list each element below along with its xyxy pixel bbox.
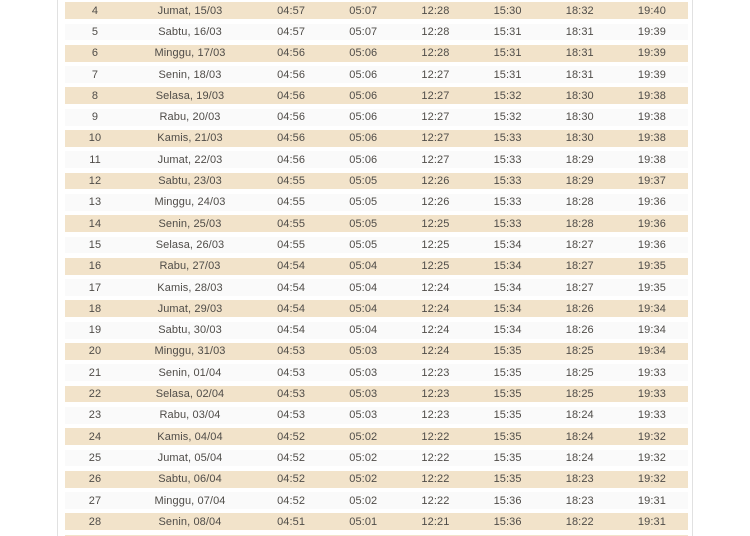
time-cell-2: 05:03 [349, 366, 378, 379]
table-row [65, 447, 688, 468]
time-cell-4: 15:33 [493, 132, 522, 145]
time-cell-4: 15:35 [493, 430, 522, 443]
time-cell-5: 18:32 [565, 4, 594, 17]
table-row [65, 511, 688, 532]
row-number-cell: 7 [91, 68, 99, 81]
time-cell-6: 19:38 [637, 89, 666, 102]
time-cell-1: 04:52 [277, 494, 306, 507]
time-cell-6: 19:38 [637, 132, 666, 145]
time-cell-4: 15:30 [493, 4, 522, 17]
time-cell-3: 12:24 [421, 345, 450, 358]
time-cell-4: 15:32 [493, 89, 522, 102]
time-cell-1: 04:54 [277, 281, 306, 294]
table-row [65, 277, 688, 298]
time-cell-3: 12:27 [421, 111, 450, 124]
time-cell-4: 15:33 [493, 217, 522, 230]
time-cell-6: 19:32 [637, 451, 666, 464]
table-row [65, 128, 688, 149]
time-cell-4: 15:34 [493, 302, 522, 315]
day-date-cell: Senin, 18/03 [158, 68, 222, 81]
time-cell-6: 19:33 [637, 366, 666, 379]
time-cell-4: 15:33 [493, 196, 522, 209]
table-row [65, 341, 688, 362]
day-date-cell: Selasa, 19/03 [155, 89, 225, 102]
time-cell-5: 18:24 [565, 430, 594, 443]
row-number-cell: 12 [88, 175, 102, 188]
time-cell-6: 19:40 [637, 4, 666, 17]
time-cell-1: 04:55 [277, 175, 306, 188]
time-cell-3: 12:23 [421, 409, 450, 422]
table-row [65, 213, 688, 234]
table-row [65, 234, 688, 255]
time-cell-2: 05:06 [349, 111, 378, 124]
time-cell-3: 12:28 [421, 26, 450, 38]
day-date-cell: Sabtu, 30/03 [158, 324, 222, 337]
time-cell-6: 19:36 [637, 196, 666, 209]
day-date-cell: Rabu, 03/04 [159, 409, 221, 422]
row-number-cell: 25 [88, 451, 102, 464]
day-date-cell: Senin, 01/04 [158, 366, 222, 379]
time-cell-1: 04:52 [277, 451, 306, 464]
time-cell-5: 18:27 [565, 238, 594, 251]
time-cell-6: 19:36 [637, 238, 666, 251]
time-cell-2: 05:02 [349, 473, 378, 486]
time-cell-6: 19:37 [637, 175, 666, 188]
time-cell-4: 15:32 [493, 111, 522, 124]
table-row [65, 192, 688, 213]
time-cell-2: 05:02 [349, 430, 378, 443]
row-number-cell: 15 [88, 238, 102, 251]
time-cell-6: 19:33 [637, 388, 666, 401]
time-cell-4: 15:31 [493, 68, 522, 81]
prayer-times-table [65, 0, 688, 536]
time-cell-6: 19:31 [637, 494, 666, 507]
table-row [65, 85, 688, 106]
time-cell-1: 04:56 [277, 89, 306, 102]
row-number-cell: 21 [88, 366, 102, 379]
time-cell-4: 15:31 [493, 47, 522, 60]
day-date-cell: Rabu, 27/03 [159, 260, 221, 273]
time-cell-1: 04:55 [277, 217, 306, 230]
table-row [65, 383, 688, 404]
time-cell-4: 15:36 [493, 494, 522, 507]
time-cell-5: 18:27 [565, 260, 594, 273]
time-cell-2: 05:06 [349, 68, 378, 81]
day-date-cell: Jumat, 22/03 [157, 153, 223, 166]
time-cell-3: 12:25 [421, 238, 450, 251]
time-cell-2: 05:01 [349, 515, 378, 528]
time-cell-5: 18:28 [565, 196, 594, 209]
day-date-cell: Minggu, 17/03 [154, 47, 226, 60]
time-cell-1: 04:51 [277, 515, 306, 528]
time-cell-2: 05:03 [349, 409, 378, 422]
time-cell-1: 04:55 [277, 196, 306, 209]
table-row [65, 106, 688, 127]
time-cell-4: 15:35 [493, 388, 522, 401]
table-row [65, 64, 688, 85]
time-cell-6: 19:33 [637, 409, 666, 422]
time-cell-1: 04:52 [277, 430, 306, 443]
time-cell-3: 12:25 [421, 217, 450, 230]
time-cell-2: 05:06 [349, 47, 378, 60]
table-row [65, 21, 688, 42]
time-cell-3: 12:22 [421, 494, 450, 507]
time-cell-1: 04:56 [277, 68, 306, 81]
table-row [65, 170, 688, 191]
time-cell-3: 12:24 [421, 324, 450, 337]
time-cell-4: 15:35 [493, 366, 522, 379]
partial-next-row [65, 532, 688, 536]
day-date-cell: Rabu, 20/03 [159, 111, 221, 124]
time-cell-3: 12:27 [421, 153, 450, 166]
time-cell-5: 18:30 [565, 111, 594, 124]
row-number-cell: 10 [88, 132, 102, 145]
time-cell-6: 19:32 [637, 430, 666, 443]
time-cell-4: 15:35 [493, 451, 522, 464]
time-cell-2: 05:04 [349, 281, 378, 294]
time-cell-5: 18:31 [565, 26, 594, 38]
table-row [65, 469, 688, 490]
time-cell-2: 05:03 [349, 345, 378, 358]
row-number-cell: 26 [88, 473, 102, 486]
time-cell-5: 18:29 [565, 175, 594, 188]
time-cell-2: 05:05 [349, 217, 378, 230]
day-date-cell: Sabtu, 16/03 [158, 26, 222, 38]
time-cell-6: 19:39 [637, 26, 666, 38]
time-cell-3: 12:26 [421, 196, 450, 209]
time-cell-2: 05:03 [349, 388, 378, 401]
time-cell-1: 04:52 [277, 473, 306, 486]
day-date-cell: Kamis, 28/03 [157, 281, 223, 294]
time-cell-4: 15:31 [493, 26, 522, 38]
time-cell-5: 18:28 [565, 217, 594, 230]
row-number-cell: 17 [88, 281, 102, 294]
time-cell-2: 05:06 [349, 89, 378, 102]
time-cell-2: 05:04 [349, 302, 378, 315]
time-cell-3: 12:27 [421, 89, 450, 102]
time-cell-2: 05:04 [349, 324, 378, 337]
time-cell-1: 04:56 [277, 111, 306, 124]
time-cell-3: 12:23 [421, 388, 450, 401]
time-cell-6: 19:34 [637, 324, 666, 337]
time-cell-1: 04:53 [277, 388, 306, 401]
day-date-cell: Kamis, 04/04 [157, 430, 223, 443]
time-cell-5: 18:24 [565, 451, 594, 464]
time-cell-5: 18:23 [565, 494, 594, 507]
time-cell-1: 04:56 [277, 132, 306, 145]
time-cell-5: 18:25 [565, 388, 594, 401]
time-cell-2: 05:05 [349, 196, 378, 209]
row-number-cell: 6 [91, 47, 99, 60]
table-row [65, 362, 688, 383]
day-date-cell: Senin, 08/04 [158, 515, 222, 528]
time-cell-1: 04:53 [277, 345, 306, 358]
time-cell-2: 05:06 [349, 153, 378, 166]
time-cell-3: 12:22 [421, 430, 450, 443]
time-cell-3: 12:26 [421, 175, 450, 188]
day-date-cell: Minggu, 24/03 [154, 196, 226, 209]
time-cell-3: 12:27 [421, 68, 450, 81]
time-cell-1: 04:56 [277, 47, 306, 60]
time-cell-3: 12:28 [421, 47, 450, 60]
time-cell-1: 04:57 [277, 26, 306, 38]
time-cell-4: 15:34 [493, 238, 522, 251]
row-number-cell: 13 [88, 196, 102, 209]
time-cell-3: 12:24 [421, 281, 450, 294]
row-number-cell: 14 [88, 217, 102, 230]
time-cell-3: 12:24 [421, 302, 450, 315]
table-row [65, 149, 688, 170]
row-number-cell: 16 [88, 260, 102, 273]
row-number-cell: 4 [91, 4, 99, 17]
time-cell-4: 15:34 [493, 324, 522, 337]
time-cell-2: 05:07 [349, 26, 378, 38]
time-cell-2: 05:06 [349, 132, 378, 145]
row-number-cell: 24 [88, 430, 102, 443]
time-cell-4: 15:35 [493, 345, 522, 358]
day-date-cell: Minggu, 07/04 [154, 494, 226, 507]
row-number-cell: 8 [91, 89, 99, 102]
table-row [65, 256, 688, 277]
time-cell-4: 15:35 [493, 409, 522, 422]
row-number-cell: 23 [88, 409, 102, 422]
time-cell-2: 05:04 [349, 260, 378, 273]
time-cell-3: 12:21 [421, 515, 450, 528]
time-cell-2: 05:05 [349, 175, 378, 188]
time-cell-3: 12:28 [421, 4, 450, 17]
row-number-cell: 27 [88, 494, 102, 507]
time-cell-6: 19:38 [637, 111, 666, 124]
day-date-cell: Selasa, 02/04 [155, 388, 225, 401]
time-cell-5: 18:24 [565, 409, 594, 422]
time-cell-4: 15:34 [493, 260, 522, 273]
time-cell-4: 15:33 [493, 153, 522, 166]
table-row [65, 426, 688, 447]
time-cell-5: 18:29 [565, 153, 594, 166]
time-cell-6: 19:35 [637, 281, 666, 294]
time-cell-1: 04:54 [277, 260, 306, 273]
time-cell-5: 18:31 [565, 68, 594, 81]
content-frame [57, 0, 693, 536]
time-cell-2: 05:02 [349, 494, 378, 507]
time-cell-4: 15:34 [493, 281, 522, 294]
time-cell-5: 18:31 [565, 47, 594, 60]
day-date-cell: Senin, 25/03 [158, 217, 222, 230]
time-cell-5: 18:23 [565, 473, 594, 486]
time-cell-3: 12:22 [421, 473, 450, 486]
time-cell-6: 19:36 [637, 217, 666, 230]
time-cell-1: 04:54 [277, 302, 306, 315]
time-cell-6: 19:31 [637, 515, 666, 528]
time-cell-6: 19:39 [637, 47, 666, 60]
time-cell-5: 18:25 [565, 345, 594, 358]
row-number-cell: 5 [91, 26, 99, 38]
time-cell-5: 18:25 [565, 366, 594, 379]
time-cell-2: 05:02 [349, 451, 378, 464]
time-cell-6: 19:38 [637, 153, 666, 166]
time-cell-5: 18:22 [565, 515, 594, 528]
day-date-cell: Jumat, 15/03 [157, 4, 223, 17]
day-date-cell: Minggu, 31/03 [154, 345, 226, 358]
row-number-cell: 18 [88, 302, 102, 315]
time-cell-1: 04:57 [277, 4, 306, 17]
row-number-cell: 28 [88, 515, 102, 528]
time-cell-5: 18:26 [565, 302, 594, 315]
time-cell-6: 19:34 [637, 345, 666, 358]
day-date-cell: Kamis, 21/03 [157, 132, 223, 145]
time-cell-5: 18:30 [565, 132, 594, 145]
day-date-cell: Jumat, 29/03 [157, 302, 223, 315]
time-cell-4: 15:33 [493, 175, 522, 188]
day-date-cell: Jumat, 05/04 [157, 451, 223, 464]
time-cell-1: 04:53 [277, 409, 306, 422]
time-cell-1: 04:53 [277, 366, 306, 379]
time-cell-6: 19:34 [637, 302, 666, 315]
time-cell-3: 12:22 [421, 451, 450, 464]
time-cell-6: 19:35 [637, 260, 666, 273]
table-row [65, 319, 688, 340]
time-cell-2: 05:07 [349, 4, 378, 17]
time-cell-3: 12:25 [421, 260, 450, 273]
table-row [65, 490, 688, 511]
day-date-cell: Sabtu, 23/03 [158, 175, 222, 188]
row-number-cell: 19 [88, 324, 102, 337]
time-cell-4: 15:35 [493, 473, 522, 486]
time-cell-6: 19:39 [637, 68, 666, 81]
table-row [65, 0, 688, 21]
time-cell-3: 12:23 [421, 366, 450, 379]
row-number-cell: 9 [91, 111, 99, 124]
row-number-cell: 20 [88, 345, 102, 358]
day-date-cell: Selasa, 26/03 [155, 238, 225, 251]
day-date-cell: Sabtu, 06/04 [158, 473, 222, 486]
time-cell-2: 05:05 [349, 238, 378, 251]
time-cell-5: 18:30 [565, 89, 594, 102]
table-row [65, 405, 688, 426]
time-cell-1: 04:55 [277, 238, 306, 251]
time-cell-3: 12:27 [421, 132, 450, 145]
time-cell-1: 04:56 [277, 153, 306, 166]
row-number-cell: 22 [88, 388, 102, 401]
table-row [65, 43, 688, 64]
time-cell-6: 19:32 [637, 473, 666, 486]
time-cell-5: 18:27 [565, 281, 594, 294]
time-cell-1: 04:54 [277, 324, 306, 337]
row-number-cell: 11 [89, 153, 101, 166]
time-cell-4: 15:36 [493, 515, 522, 528]
time-cell-5: 18:26 [565, 324, 594, 337]
table-row [65, 298, 688, 319]
